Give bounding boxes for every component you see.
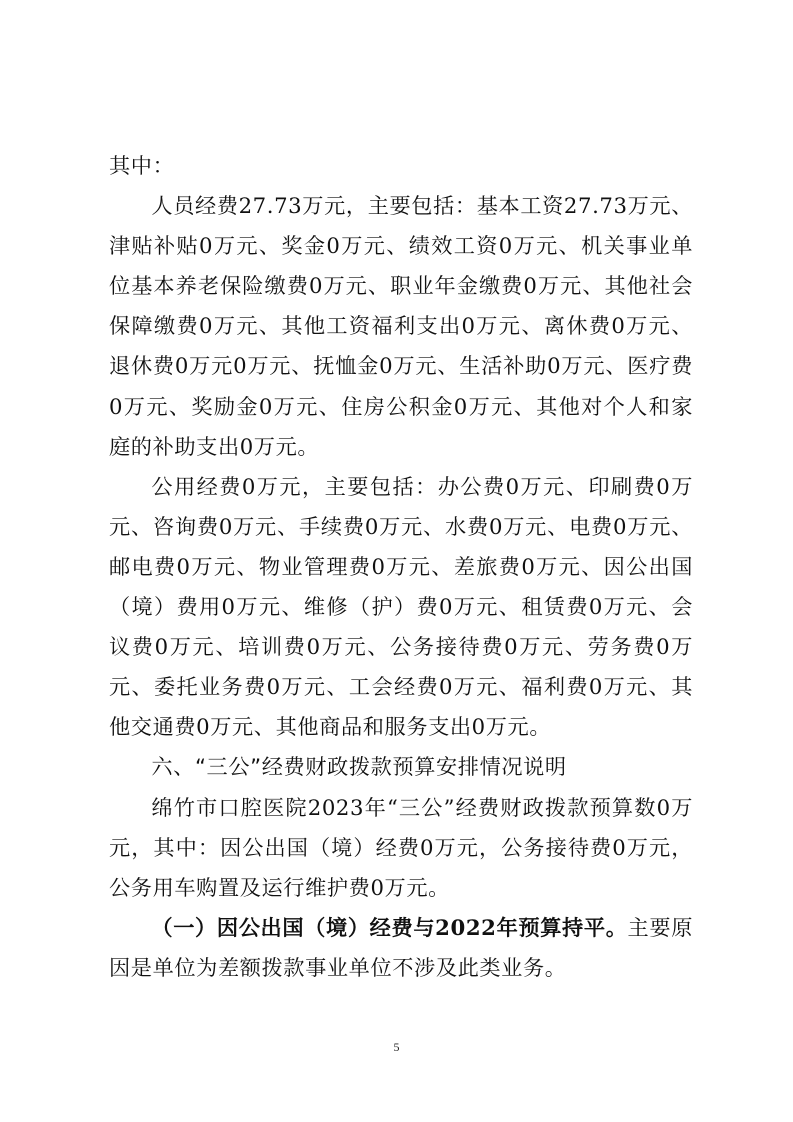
paragraph-three-public-budget: 绵竹市口腔医院2023年“三公”经费财政拨款预算数0万元，其中：因公出国（境）经费0万元，公务接待费0万元，公务用车购置及运行维护费0万元。 [109, 794, 693, 900]
document-body [109, 146, 693, 988]
overseas-travel-reason: 主要原因是单位为差额拨款事业单位不涉及此类业务。 [109, 914, 693, 980]
paragraph-public-expenses: 公用经费0万元，主要包括：办公费0万元、印刷费0万元、咨询费0万元、手续费0万元、水费0万元、电费0万元、邮电费0万元、物业管理费0万元、差旅费0万元、因公出国（境）费用0万元、维修（护）费0万元、租赁费0万元、会议费0万元、培训费0万元、公务接待费0万元、劳务费0万元、委托业务费0万元、工会经费0万元、福利费0万元、其他交通费0万元、其他商品和服务支出0万元。 [109, 473, 693, 740]
subheading-overseas-travel: （一）因公出国（境）经费与2022年预算持平。 [151, 914, 628, 940]
paragraph-intro: 其中： [109, 153, 175, 178]
page-number: 5 [393, 1040, 400, 1054]
paragraph-personnel-expenses: 人员经费27.73万元，主要包括：基本工资27.73万元、津贴补贴0万元、奖金0万元、绩效工资0万元、机关事业单位基本养老保险缴费0万元、职业年金缴费0万元、其他社会保障缴费0万元、其他工资福利支出0万元、离休费0万元、退休费0万元0万元、抚恤金0万元、生活补助0万元、医疗费0万元、奖励金0万元、住房公积金0万元、其他对个人和家庭的补助支出0万元。 [109, 193, 693, 459]
section-heading-three-public: 六、“三公”经费财政拨款预算安排情况说明 [151, 754, 567, 780]
paragraph-overseas-travel [109, 908, 693, 988]
